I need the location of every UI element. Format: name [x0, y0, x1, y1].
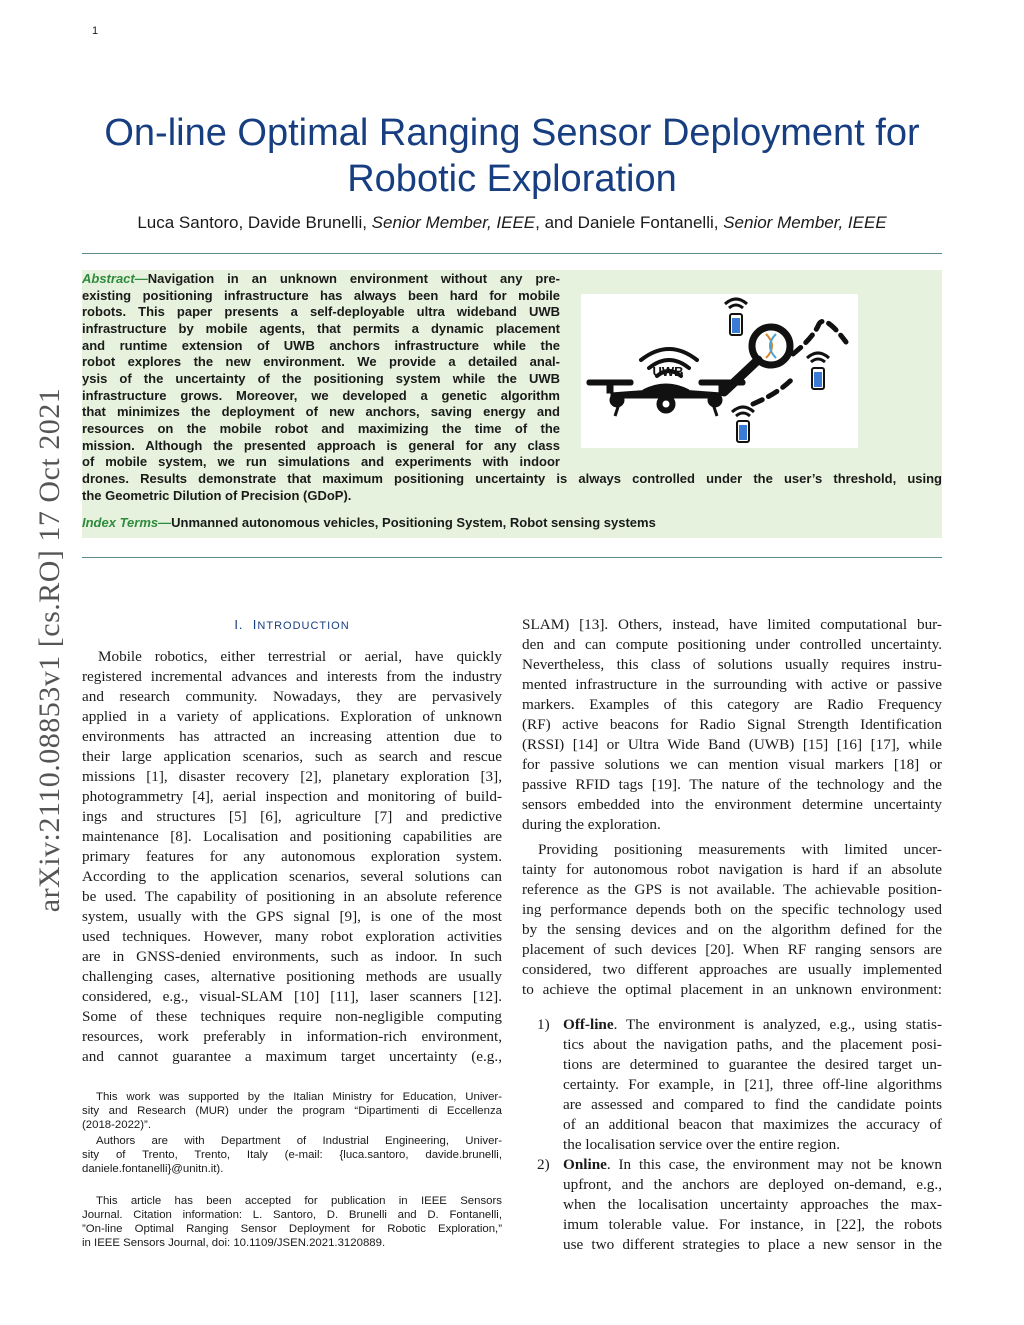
- body-line: resources, work preferably in information-rich environment,: [82, 1028, 502, 1045]
- drone-uwb-figure: [581, 294, 858, 448]
- body-line: during the exploration.: [522, 816, 661, 833]
- body-line: maintenance [8]. Localisation and positioning capabilities are: [82, 828, 502, 845]
- abstract-divider: [82, 557, 942, 558]
- list-term: Online: [563, 1156, 607, 1173]
- drone-icon: [587, 380, 745, 416]
- body-line: registered incremental advances and interests from the industry: [82, 668, 502, 685]
- uwb-label: UWB: [652, 364, 684, 379]
- list-item-line: are assessed and compared to find the candidate points: [563, 1096, 942, 1113]
- drone-illustration: [581, 294, 858, 448]
- body-line: system, usually with the GPS signal [9], is one of the most: [82, 908, 502, 925]
- list-term: Off-line: [563, 1016, 614, 1033]
- abstract-line: robot explores the new environment. We provide a detailed anal-: [82, 354, 560, 369]
- body-line: According to the application scenarios, several solutions can: [82, 868, 502, 885]
- abstract-line: and runtime extension of UWB anchors infrastructure while the: [82, 338, 560, 353]
- abstract-line: infrastructure by mobile agents, that permits a dynamic placement: [82, 321, 560, 336]
- body-line: passive RFID tags [19]. The nature of the technology and the: [522, 776, 942, 793]
- footnote-line: in IEEE Sensors Journal, doi: 10.1109/JSEN.2021.3120889.: [82, 1237, 386, 1249]
- body-line: (RF) active beacons for Radio Signal Strength Identification: [522, 716, 942, 733]
- body-line: for passive solutions we can mention visual markers [18] or: [522, 756, 942, 773]
- body-line: sensors embedded into the environment determine uncertainty: [522, 796, 942, 813]
- body-line: missions [1], disaster recovery [2], planetary exploration [3],: [82, 768, 502, 785]
- list-item-line: tics about the navigation paths, and the placement posi-: [563, 1036, 942, 1053]
- body-line: Some of these techniques require non-negligible computing: [82, 1008, 502, 1025]
- member-grade-1: Senior Member, IEEE: [371, 213, 536, 232]
- list-item-line: use two different strategies to place a new sensor in the: [563, 1236, 942, 1253]
- body-line: applied in a variety of applications. Exploration of unknown: [82, 708, 502, 725]
- dashed-path: [793, 321, 846, 354]
- section-heading: I. INTRODUCTION: [234, 617, 350, 632]
- body-line: are in GNSS-denied environments, such as indoor. In such: [82, 948, 502, 965]
- body-line: challenging cases, alternative positioning methods are usually: [82, 968, 502, 985]
- body-line: placement of such devices [20]. When RF ranging sensors are: [522, 941, 942, 958]
- paper-title: [80, 110, 944, 202]
- abstract-line: Abstract—Navigation in an unknown environment without any pre-: [82, 271, 560, 286]
- footnote-line: This work was supported by the Italian Ministry for Education, Univer-: [96, 1091, 502, 1103]
- body-line: and cannot guarantee a maximum target uncertainty (e.g.,: [82, 1048, 502, 1065]
- header-divider: [82, 253, 942, 254]
- body-line: their large application scenarios, such as search and rescue: [82, 748, 502, 765]
- list-item-line: of an additional beacon that maximizes the accuracy of: [563, 1116, 942, 1133]
- anchor-icon: [732, 407, 754, 442]
- footnote-line: ”On-line Optimal Ranging Sensor Deployment for Robotic Exploration,”: [82, 1223, 502, 1235]
- index-terms-label: Index Terms—: [82, 515, 172, 530]
- body-line: and research community. Nowadays, they are pervasively: [82, 688, 502, 705]
- abstract-line: the Geometric Dilution of Precision (GDoP).: [82, 488, 352, 503]
- anchor-icon: [725, 299, 747, 335]
- list-item-line: Off-line. The environment is analyzed, e.g., using statis-: [563, 1016, 942, 1033]
- body-line: SLAM) [13]. Others, instead, have limited computational bur-: [522, 616, 942, 633]
- abstract-line: resources on the mobile robot and maximizing the time of the: [82, 421, 560, 436]
- authors-part-1: Luca Santoro, Davide Brunelli,: [137, 213, 372, 232]
- body-line: Mobile robotics, either terrestrial or aerial, have quickly: [98, 648, 502, 665]
- abstract-line: of mobile system, we run simulations and experiments with indoor: [82, 454, 560, 469]
- title-line-2: Robotic Exploration: [347, 158, 677, 200]
- list-item-line: tions are determined to guarantee the desired target un-: [563, 1056, 942, 1073]
- member-grade-2: Senior Member, IEEE: [723, 213, 887, 232]
- body-line: ings and structures [5] [6], agriculture [7] and predictive: [82, 808, 502, 825]
- abstract-line: ysis of the uncertainty of the positioning system while the UWB: [82, 371, 560, 386]
- body-line: by the sensing devices and on the algorithm defined for the: [522, 921, 942, 938]
- body-line: considered, two different approaches are usually implemented: [522, 961, 942, 978]
- body-line: environments has attracted an increasing attention due to: [82, 728, 502, 745]
- body-line: reference as the GPS is not available. The achievable position-: [522, 881, 942, 898]
- list-item-line: imum tolerable value. For instance, in [22], the robots: [563, 1216, 942, 1233]
- magnifier-icon: [724, 327, 790, 392]
- abstract-line: that minimizes the deployment of new anchors, saving energy and: [82, 404, 560, 419]
- body-line: Nevertheless, this class of solutions usually requires instru-: [522, 656, 942, 673]
- body-line: tainty for autonomous robot navigation is hard if an absolute: [522, 861, 942, 878]
- list-item-line: the localisation service over the entire region.: [563, 1136, 841, 1153]
- title-line-1: On-line Optimal Ranging Sensor Deployment for: [104, 112, 920, 154]
- body-line: Providing positioning measurements with limited uncer-: [538, 841, 942, 858]
- body-line: considered, e.g., visual-SLAM [10] [11], laser scanners [12].: [82, 988, 502, 1005]
- footnote-line: This article has been accepted for publication in IEEE Sensors: [96, 1195, 502, 1207]
- body-line: to achieve the optimal placement in an unknown environment:: [522, 981, 942, 998]
- body-line: primary features for any autonomous exploration system.: [82, 848, 502, 865]
- body-line: markers. Examples of this category are Radio Frequency: [522, 696, 942, 713]
- body-line: mented infrastructure in the surrounding with active or passive: [522, 676, 942, 693]
- list-item-line: upfront, and the anchors are deployed on-demand, e.g.,: [563, 1176, 942, 1193]
- body-line: den and can compute positioning under controlled uncertainty.: [522, 636, 942, 653]
- page-number: 1: [92, 25, 99, 37]
- authors-part-2: , and Daniele Fontanelli,: [535, 213, 724, 232]
- footnote-line: daniele.fontanelli}@unitn.it).: [82, 1163, 224, 1175]
- footnote-line: sity and Research (MUR) under the program “Dipartimenti di Eccellenza: [82, 1105, 502, 1117]
- list-number: 1): [537, 1016, 550, 1033]
- body-line: (RSSI) [14] or Ultra Wide Band (UWB) [15] [16] [17], while: [522, 736, 942, 753]
- abstract-line: robots. This paper presents a self-deployable ultra wideband UWB: [82, 304, 560, 319]
- dashed-path: [753, 376, 795, 404]
- footnote-line: sity of Trento, Trento, Italy (e-mail: {luca.santoro, davide.brunelli,: [82, 1149, 502, 1161]
- abstract-line: drones. Results demonstrate that maximum positioning uncertainty is always controlled under the user’s threshold, using: [82, 471, 942, 486]
- index-terms: [82, 515, 656, 532]
- list-item-line: certainty. For example, in [21], three off-line algorithms: [563, 1076, 942, 1093]
- body-line: ing performance depends both on the specific technology used: [522, 901, 942, 918]
- abstract-line: infrastructure grows. Moreover, we developed a genetic algorithm: [82, 388, 560, 403]
- abstract-line: mission. Although the presented approach is general for any class: [82, 438, 560, 453]
- body-line: used techniques. However, many robot exploration activities: [82, 928, 502, 945]
- abstract-line: existing positioning infrastructure has always been hard for mobile: [82, 288, 560, 303]
- footnote-line: (2018-2022)”.: [82, 1119, 152, 1131]
- list-item-line: when the localisation uncertainty approaches the max-: [563, 1196, 942, 1213]
- footnote-line: Journal. Citation information: L. Santoro, D. Brunelli and D. Fontanelli,: [82, 1209, 502, 1221]
- abstract-label: Abstract—: [82, 271, 148, 286]
- list-number: 2): [537, 1156, 550, 1173]
- list-item-line: Online. In this case, the environment may not be known: [563, 1156, 942, 1173]
- body-line: be used. The capability of positioning in an absolute reference: [82, 888, 502, 905]
- arxiv-stamp: arXiv:2110.08853v1 [cs.RO] 17 Oct 2021: [33, 387, 66, 913]
- anchor-icon: [807, 353, 829, 389]
- body-line: photogrammetry [4], aerial inspection and monitoring of build-: [82, 788, 502, 805]
- footnote-line: Authors are with Department of Industrial Engineering, Univer-: [96, 1135, 502, 1147]
- authors: [80, 213, 944, 233]
- index-terms-text: Unmanned autonomous vehicles, Positioning System, Robot sensing systems: [171, 515, 656, 530]
